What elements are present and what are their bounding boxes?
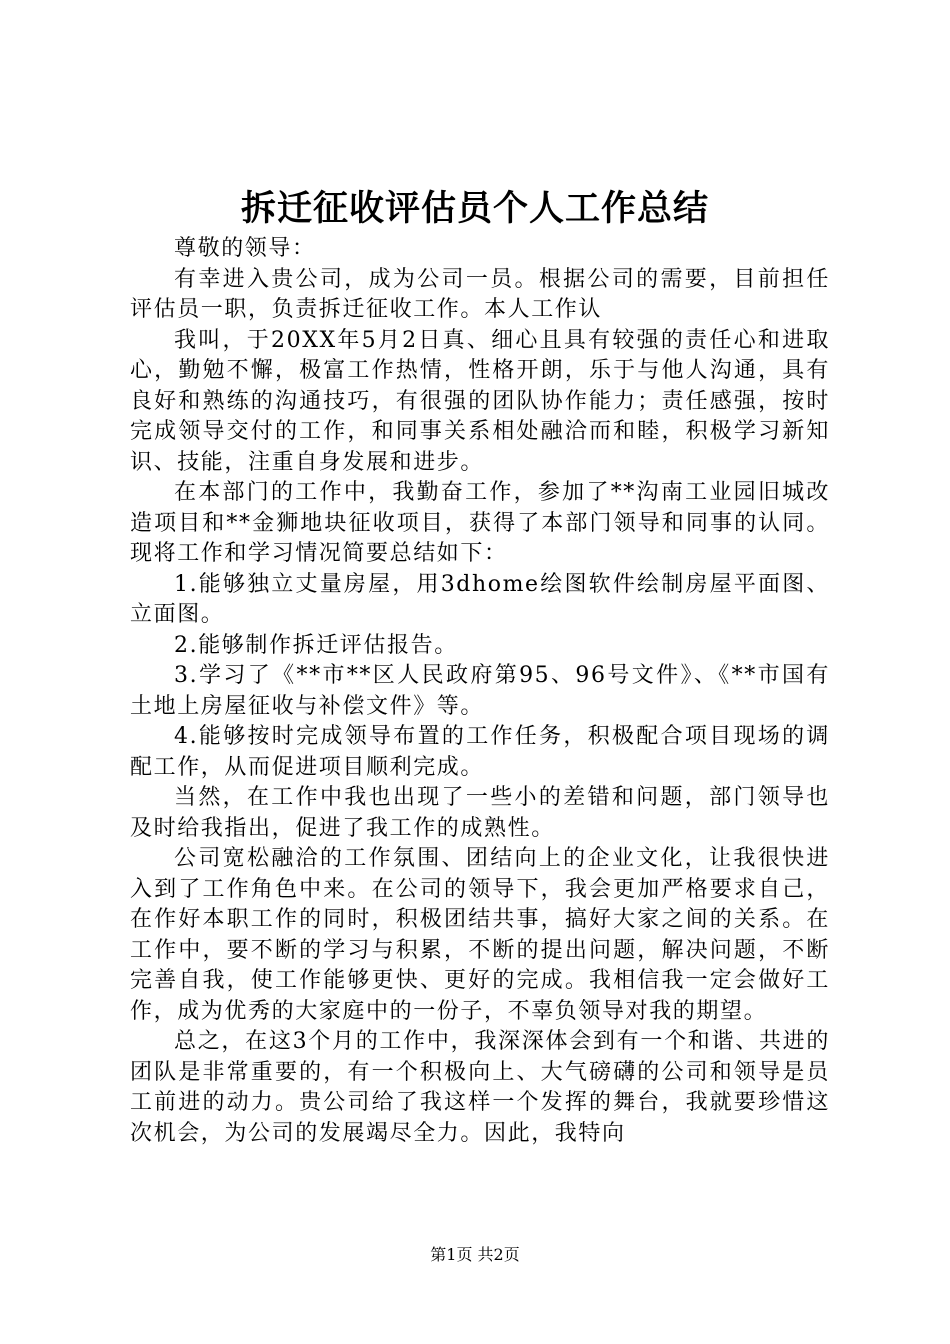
document-title: 拆迁征收评估员个人工作总结 bbox=[240, 188, 709, 229]
paragraph-company-culture: 公司宽松融洽的工作氛围、团结向上的企业文化，让我很快进入到了工作角色中来。在公司的领导下，我会更加严格要求自己，在作好本职工作的同时，积极团结共事，搞好大家之间的关系。在工作中，要不断的学习与积累，不断的提出问题，解决问题，不断完善自我，使工作能够更快、更好的完成。我相信我一定会做好工作，成为优秀的大家庭中的一份子，不辜负领导对我的期望。 bbox=[130, 846, 830, 1024]
list-item-4: 4.能够按时完成领导布置的工作任务，积极配合项目现场的调配工作，从而促进项目顺利完成。 bbox=[130, 724, 830, 780]
list-item-1: 1.能够独立丈量房屋，用3dhome绘图软件绘制房屋平面图、立面图。 bbox=[130, 571, 830, 627]
salutation: 尊敬的领导： bbox=[174, 236, 316, 261]
document-body bbox=[130, 234, 830, 1149]
paragraph-mistakes: 当然，在工作中我也出现了一些小的差错和问题，部门领导也及时给我指出，促进了我工作的成熟性。 bbox=[130, 785, 830, 841]
paragraph-intro: 有幸进入贵公司，成为公司一员。根据公司的需要，目前担任评估员一职，负责拆迁征收工作。本人工作认 bbox=[130, 266, 830, 322]
page-footer: 第1页 共2页 bbox=[430, 1245, 520, 1264]
list-item-2: 2.能够制作拆迁评估报告。 bbox=[174, 632, 458, 658]
paragraph-department-work: 在本部门的工作中，我勤奋工作，参加了**沟南工业园旧城改造项目和**金狮地块征收项目，获得了本部门领导和同事的认同。现将工作和学习情况简要总结如下： bbox=[130, 480, 830, 566]
list-item-3: 3.学习了《**市**区人民政府第95、96号文件》、《**市国有土地上房屋征收与补偿文件》等。 bbox=[130, 663, 830, 719]
paragraph-conclusion: 总之，在这3个月的工作中，我深深体会到有一个和谐、共进的团队是非常重要的，有一个积极向上、大气磅礴的公司和领导是员工前进的动力。贵公司给了我这样一个发挥的舞台，我就要珍惜这次机会，为公司的发展竭尽全力。因此，我特向 bbox=[130, 1029, 830, 1146]
paragraph-self-description: 我叫，于20XX年5月2日真、细心且具有较强的责任心和进取心，勤勉不懈，极富工作热情，性格开朗，乐于与他人沟通，具有良好和熟练的沟通技巧，有很强的团队协作能力；责任感强，按时完成领导交付的工作，和同事关系相处融洽而和睦，积极学习新知识、技能，注重自身发展和进步。 bbox=[130, 327, 830, 475]
